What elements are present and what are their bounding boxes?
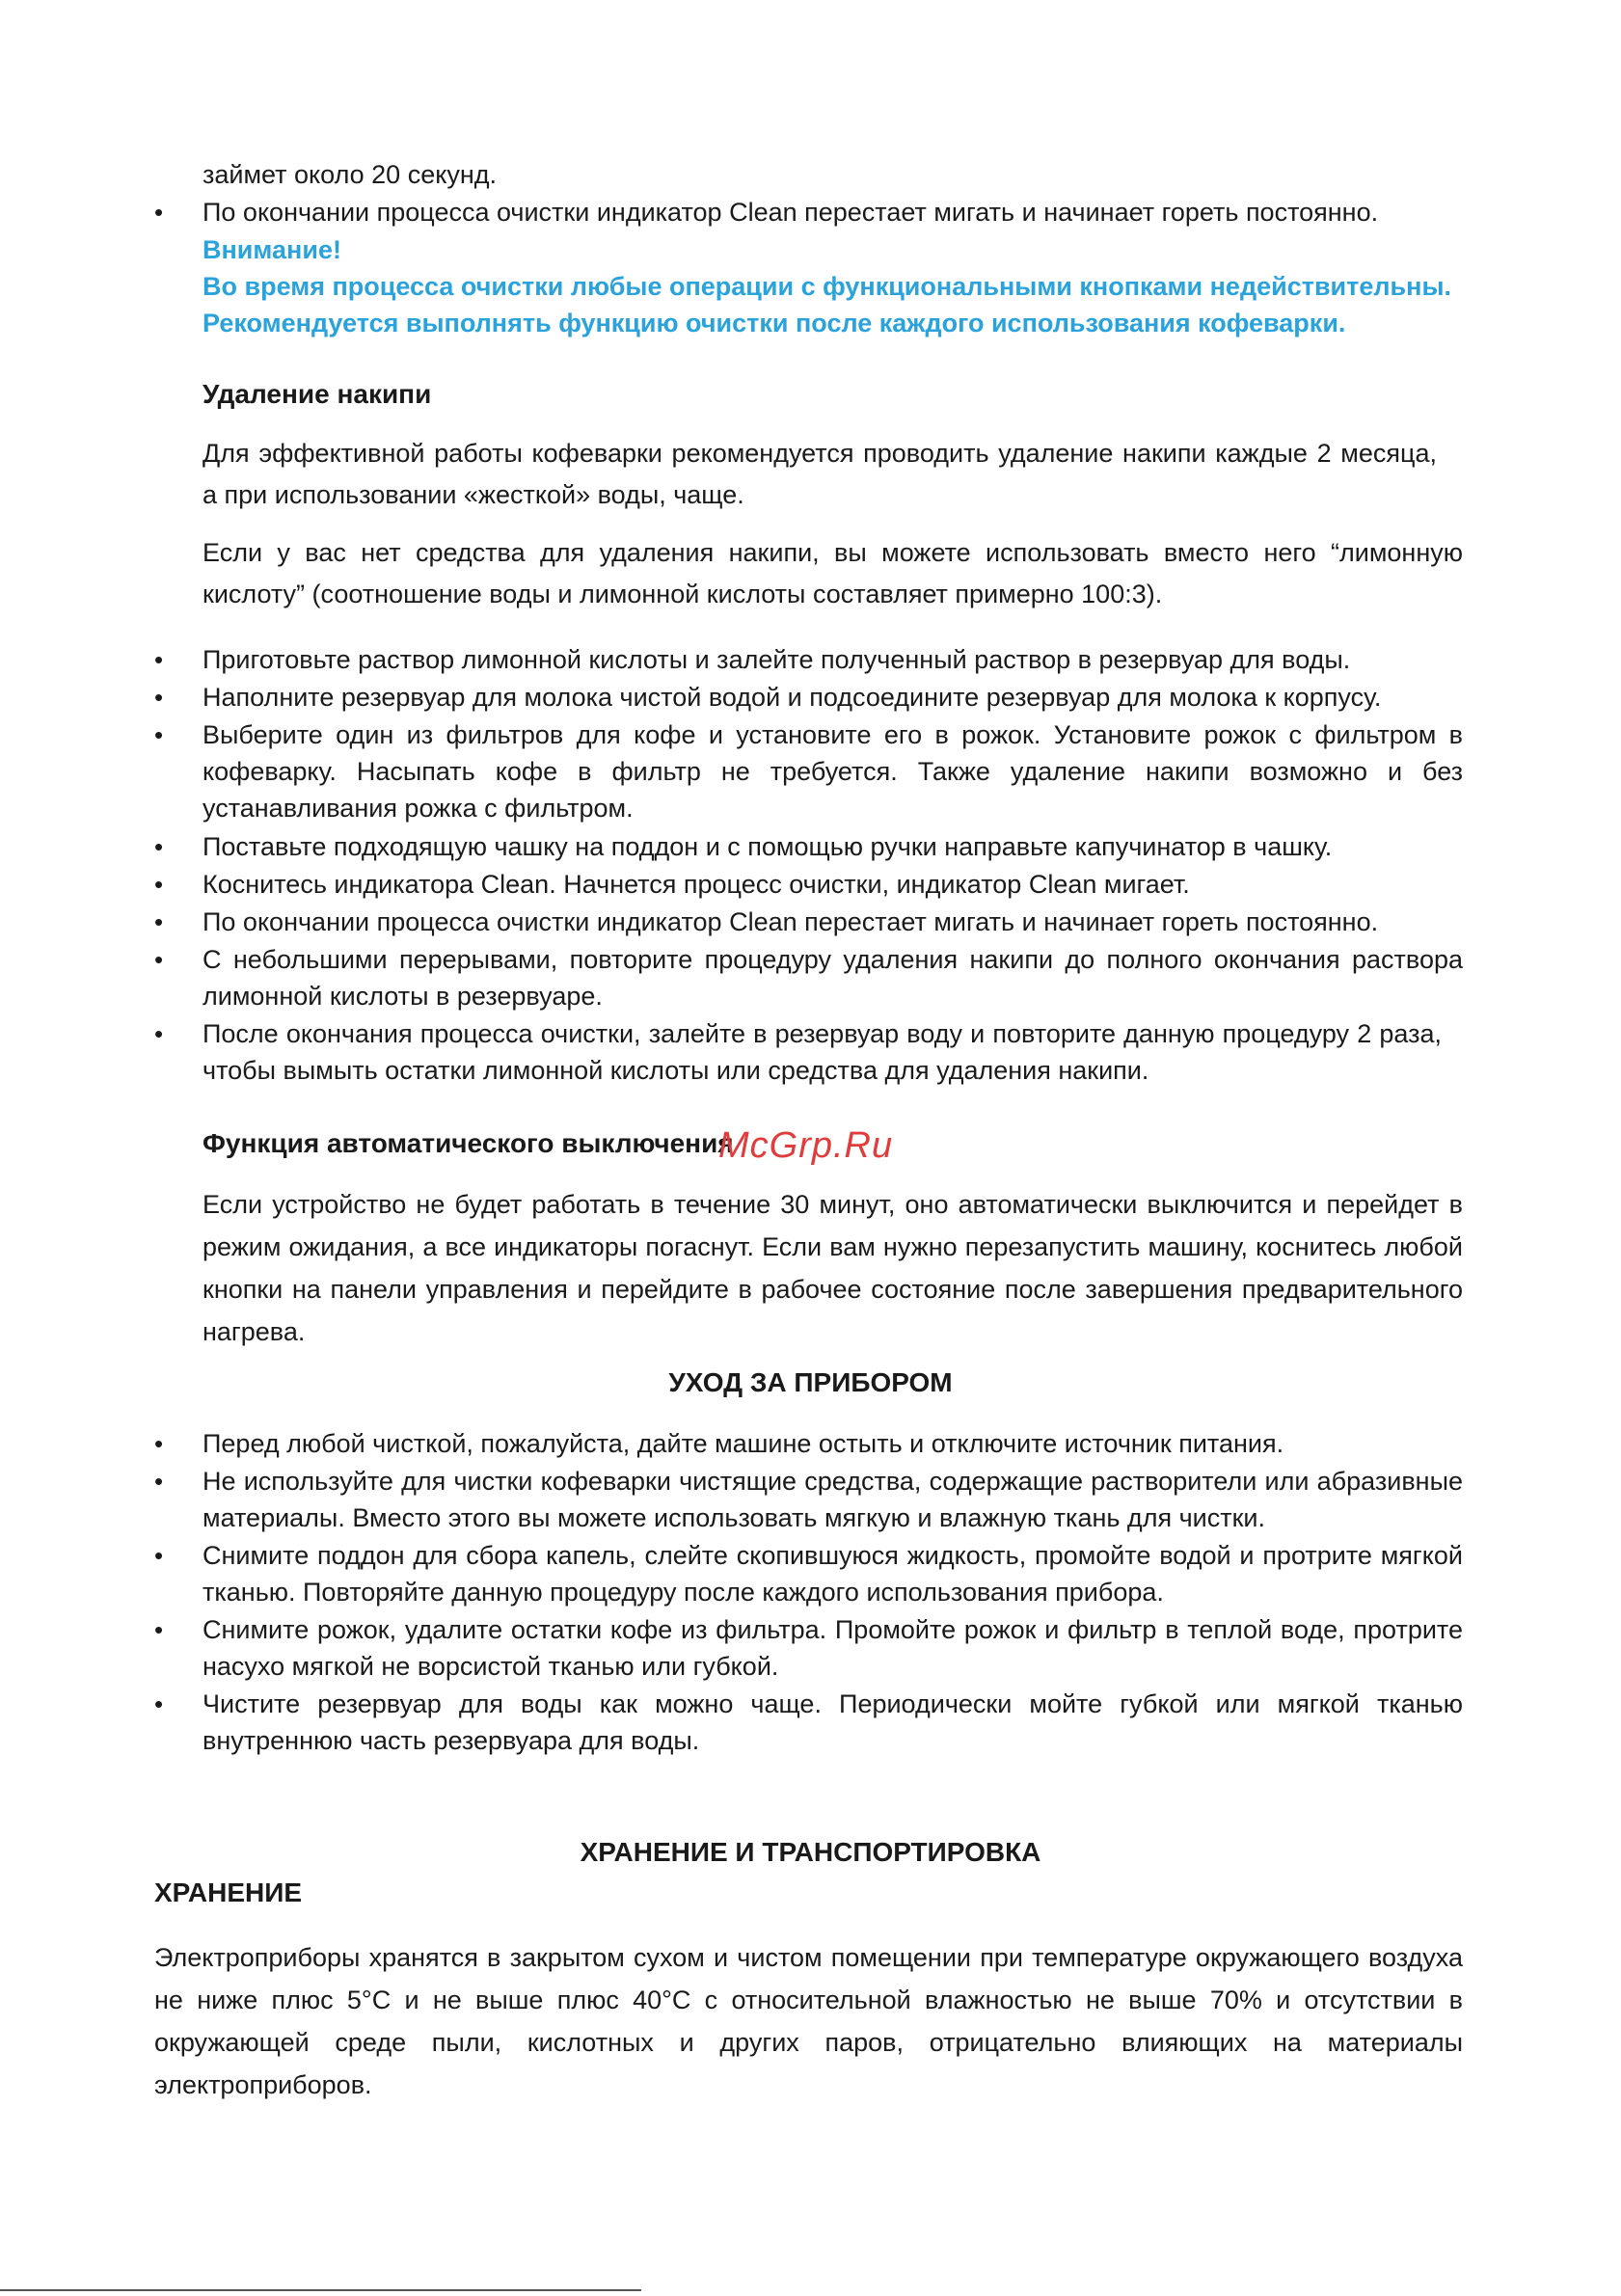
bullet-icon: • [154, 1429, 164, 1458]
bullet-icon: • [154, 1615, 164, 1644]
attention-line: Во время процесса очистки любые операции с функциональными кнопками недействительны. [203, 272, 1451, 301]
bullet-icon: • [154, 907, 164, 936]
bullet-icon: • [154, 683, 164, 712]
watermark: McGrp.Ru [718, 1125, 894, 1166]
bullet-icon: • [154, 645, 164, 674]
list-item: Чистите резервуар для воды как можно чаще. Периодически мойте губкой или мягкой тканью внутреннюю часть резервуара для воды. [203, 1689, 1463, 1755]
bullet-icon: • [154, 945, 164, 974]
list-item: Выберите один из фильтров для кофе и установите его в рожок. Установите рожок с фильтром в кофеварку. Насыпать кофе в фильтр не требуется. Также удаление накипи возможно и без устанавливания рожка с фильтром. [203, 720, 1463, 823]
list-item: С небольшими перерывами, повторите процедуру удаления накипи до полного окончания раствора лимонной кислоты в резервуаре. [203, 945, 1463, 1011]
list-item: По окончании процесса очистки индикатор Clean перестает мигать и начинает гореть постоянно. [203, 198, 1379, 227]
descaling-paragraph: Если у вас нет средства для удаления накипи, вы можете использовать вместо него “лимонную кислоту” (соотношение воды и лимонной кислоты составляет примерно 100:3). [203, 538, 1463, 608]
bullet-icon: • [154, 1689, 164, 1718]
list-item: Перед любой чисткой, пожалуйста, дайте машине остыть и отключите источник питания. [203, 1429, 1284, 1458]
section-heading-care: УХОД ЗА ПРИБОРОМ [668, 1367, 953, 1397]
list-item: Снимите поддон для сбора капель, слейте скопившуюся жидкость, промойте водой и протрите мягкой тканью. Повторяйте данную процедуру после каждого использования прибора. [203, 1541, 1463, 1607]
bullet-icon: • [154, 720, 164, 749]
descaling-paragraph: Для эффективной работы кофеварки рекомендуется проводить удаление накипи каждые 2 месяца, а при использовании «жесткой» воды, чаще. [203, 439, 1437, 509]
list-item: Снимите рожок, удалите остатки кофе из фильтра. Промойте рожок и фильтр в теплой воде, протрите насухо мягкой не ворсистой тканью или губкой. [203, 1615, 1463, 1681]
bullet-icon: • [154, 870, 164, 899]
subheading-storage: ХРАНЕНИЕ [154, 1877, 303, 1907]
list-item: Поставьте подходящую чашку на поддон и с помощью ручки направьте капучинатор в чашку. [203, 832, 1333, 861]
list-item: После окончания процесса очистки, залейте в резервуар воду и повторите данную процедуру 2 раза, чтобы вымыть остатки лимонной кислоты или средства для удаления накипи. [203, 1019, 1442, 1085]
section-heading-storage: ХРАНЕНИЕ И ТРАНСПОРТИРОВКА [580, 1837, 1041, 1867]
list-item: По окончании процесса очистки индикатор Clean перестает мигать и начинает гореть постоянно. [203, 907, 1379, 936]
footer-divider [0, 2289, 641, 2291]
continuation-text: займет около 20 секунд. [203, 160, 497, 189]
list-item: Наполните резервуар для молока чистой водой и подсоедините резервуар для молока к корпусу. [203, 683, 1382, 712]
list-item: Не используйте для чистки кофеварки чистящие средства, содержащие растворители или абразивные материалы. Вместо этого вы можете использовать мягкую и влажную ткань для чистки. [203, 1467, 1463, 1532]
auto-off-paragraph: Если устройство не будет работать в течение 30 минут, оно автоматически выключится и перейдет в режим ожидания, а все индикаторы погаснут. Если вам нужно перезапустить машину, коснитесь любой кнопки на панели управления и перейдите в рабочее состояние после завершения предварительного нагрева. [203, 1190, 1463, 1346]
bullet-icon: • [154, 1467, 164, 1496]
storage-paragraph: Электроприборы хранятся в закрытом сухом и чистом помещении при температуре окружающего воздуха не ниже плюс 5°С и не выше плюс 40°С с относительной влажностью не выше 70% и отсутствии в окружающей среде пыли, кислотных и других паров, отрицательно влияющих на материалы электроприборов. [154, 1943, 1463, 2099]
bullet-icon: • [154, 1541, 164, 1570]
section-heading-auto-off: Функция автоматического выключения [203, 1128, 734, 1158]
list-item: Коснитесь индикатора Clean. Начнется процесс очистки, индикатор Clean мигает. [203, 870, 1190, 899]
section-heading-descaling: Удаление накипи [203, 379, 432, 409]
attention-line: Рекомендуется выполнять функцию очистки после каждого использования кофеварки. [203, 309, 1346, 338]
list-item: Приготовьте раствор лимонной кислоты и залейте полученный раствор в резервуар для воды. [203, 645, 1351, 674]
bullet-icon: • [154, 1019, 164, 1048]
bullet-icon: • [154, 198, 164, 227]
bullet-icon: • [154, 832, 164, 861]
attention-label: Внимание! [203, 235, 341, 264]
